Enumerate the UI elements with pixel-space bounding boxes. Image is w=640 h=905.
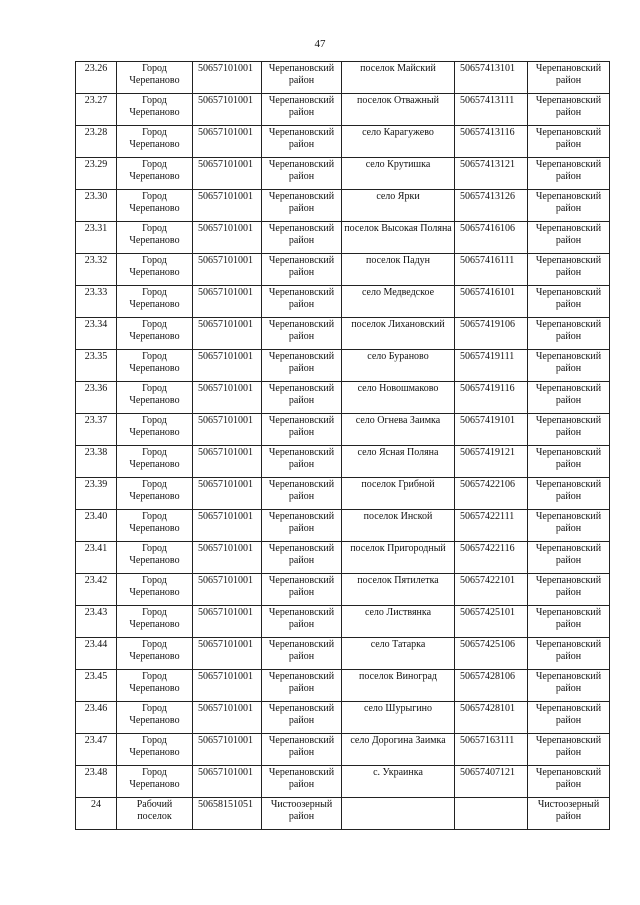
municipality-code-cell: 50657101001 (193, 286, 262, 318)
table-row (76, 222, 610, 254)
settlement-cell: поселок Пятилетка (342, 574, 455, 606)
settlement-district-cell: Черепановский район (528, 318, 610, 350)
municipality-cell: Город Черепаново (117, 638, 193, 670)
settlement-district-cell: Черепановский район (528, 574, 610, 606)
row-number-cell: 23.33 (76, 286, 117, 318)
municipality-cell: Город Черепаново (117, 222, 193, 254)
settlement-district-cell: Черепановский район (528, 606, 610, 638)
table-row (76, 606, 610, 638)
settlement-code-cell (455, 798, 528, 830)
row-number-cell: 23.46 (76, 702, 117, 734)
district-cell: Черепановский район (262, 542, 342, 574)
settlement-district-cell: Черепановский район (528, 510, 610, 542)
district-cell: Черепановский район (262, 702, 342, 734)
settlement-district-cell: Черепановский район (528, 414, 610, 446)
settlement-code-cell: 50657422111 (455, 510, 528, 542)
table-row (76, 734, 610, 766)
district-cell: Черепановский район (262, 62, 342, 94)
settlement-cell: поселок Виноград (342, 670, 455, 702)
table-row (76, 94, 610, 126)
municipality-cell: Город Черепаново (117, 126, 193, 158)
municipality-cell: Город Черепаново (117, 318, 193, 350)
settlement-code-cell: 50657413116 (455, 126, 528, 158)
municipality-cell: Город Черепаново (117, 350, 193, 382)
settlement-district-cell: Черепановский район (528, 702, 610, 734)
table-row (76, 286, 610, 318)
municipality-cell: Город Черепаново (117, 254, 193, 286)
settlement-district-cell: Черепановский район (528, 126, 610, 158)
table-row (76, 190, 610, 222)
district-cell: Черепановский район (262, 638, 342, 670)
settlement-code-cell: 50657425101 (455, 606, 528, 638)
settlement-cell: село Ярки (342, 190, 455, 222)
row-number-cell: 23.29 (76, 158, 117, 190)
municipality-code-cell: 50658151051 (193, 798, 262, 830)
municipality-code-cell: 50657101001 (193, 446, 262, 478)
row-number-cell: 23.48 (76, 766, 117, 798)
row-number-cell: 23.37 (76, 414, 117, 446)
settlement-district-cell: Черепановский район (528, 62, 610, 94)
settlement-district-cell: Черепановский район (528, 446, 610, 478)
municipality-cell: Город Черепаново (117, 190, 193, 222)
table-row (76, 510, 610, 542)
municipality-cell: Город Черепаново (117, 606, 193, 638)
table-row (76, 126, 610, 158)
district-cell: Черепановский район (262, 350, 342, 382)
settlement-district-cell: Черепановский район (528, 670, 610, 702)
municipality-code-cell: 50657101001 (193, 94, 262, 126)
row-number-cell: 23.28 (76, 126, 117, 158)
row-number-cell: 23.30 (76, 190, 117, 222)
table-row (76, 158, 610, 190)
settlement-district-cell: Черепановский район (528, 542, 610, 574)
table-row (76, 798, 610, 830)
table-row (76, 446, 610, 478)
settlement-code-cell: 50657428106 (455, 670, 528, 702)
settlement-code-cell: 50657419106 (455, 318, 528, 350)
municipality-cell: Город Черепаново (117, 94, 193, 126)
settlement-code-cell: 50657413126 (455, 190, 528, 222)
municipality-cell: Город Черепаново (117, 574, 193, 606)
settlement-cell: поселок Лихановский (342, 318, 455, 350)
settlement-district-cell: Черепановский район (528, 158, 610, 190)
settlement-district-cell: Черепановский район (528, 254, 610, 286)
settlement-district-cell: Черепановский район (528, 286, 610, 318)
row-number-cell: 23.43 (76, 606, 117, 638)
settlement-cell (342, 798, 455, 830)
row-number-cell: 23.31 (76, 222, 117, 254)
district-cell: Черепановский район (262, 222, 342, 254)
table-row (76, 574, 610, 606)
settlement-code-cell: 50657419101 (455, 414, 528, 446)
settlements-table (75, 61, 610, 830)
settlement-cell: село Шурыгино (342, 702, 455, 734)
row-number-cell: 23.45 (76, 670, 117, 702)
settlement-cell: село Крутишка (342, 158, 455, 190)
settlement-district-cell: Черепановский район (528, 734, 610, 766)
district-cell: Черепановский район (262, 766, 342, 798)
settlement-cell: село Листвянка (342, 606, 455, 638)
municipality-cell: Город Черепаново (117, 414, 193, 446)
row-number-cell: 23.41 (76, 542, 117, 574)
settlement-cell: село Новошмаково (342, 382, 455, 414)
municipality-cell: Рабочий поселок (117, 798, 193, 830)
municipality-code-cell: 50657101001 (193, 702, 262, 734)
settlement-district-cell: Черепановский район (528, 766, 610, 798)
row-number-cell: 23.42 (76, 574, 117, 606)
municipality-code-cell: 50657101001 (193, 478, 262, 510)
district-cell: Черепановский район (262, 606, 342, 638)
district-cell: Черепановский район (262, 574, 342, 606)
settlement-code-cell: 50657416101 (455, 286, 528, 318)
district-cell: Черепановский район (262, 94, 342, 126)
municipality-code-cell: 50657101001 (193, 766, 262, 798)
municipality-code-cell: 50657101001 (193, 510, 262, 542)
district-cell: Черепановский район (262, 254, 342, 286)
settlement-cell: поселок Пригородный (342, 542, 455, 574)
settlement-cell: село Огнева Заимка (342, 414, 455, 446)
row-number-cell: 23.44 (76, 638, 117, 670)
settlement-district-cell: Чистоозерный район (528, 798, 610, 830)
table-row (76, 350, 610, 382)
settlement-code-cell: 50657407121 (455, 766, 528, 798)
settlement-district-cell: Черепановский район (528, 638, 610, 670)
settlement-code-cell: 50657422106 (455, 478, 528, 510)
district-cell: Черепановский район (262, 414, 342, 446)
municipality-code-cell: 50657101001 (193, 190, 262, 222)
district-cell: Черепановский район (262, 286, 342, 318)
settlement-cell: поселок Грибной (342, 478, 455, 510)
district-cell: Черепановский район (262, 318, 342, 350)
municipality-code-cell: 50657101001 (193, 158, 262, 190)
municipality-cell: Город Черепаново (117, 670, 193, 702)
settlement-district-cell: Черепановский район (528, 350, 610, 382)
row-number-cell: 24 (76, 798, 117, 830)
row-number-cell: 23.39 (76, 478, 117, 510)
row-number-cell: 23.35 (76, 350, 117, 382)
settlement-code-cell: 50657419121 (455, 446, 528, 478)
municipality-cell: Город Черепаново (117, 286, 193, 318)
settlement-cell: поселок Инской (342, 510, 455, 542)
district-cell: Черепановский район (262, 126, 342, 158)
municipality-code-cell: 50657101001 (193, 318, 262, 350)
row-number-cell: 23.40 (76, 510, 117, 542)
table-row (76, 542, 610, 574)
municipality-code-cell: 50657101001 (193, 734, 262, 766)
settlement-cell: село Ясная Поляна (342, 446, 455, 478)
district-cell: Черепановский район (262, 190, 342, 222)
settlement-cell: село Бураново (342, 350, 455, 382)
settlement-cell: поселок Падун (342, 254, 455, 286)
table-row (76, 766, 610, 798)
table-row (76, 670, 610, 702)
table-row (76, 702, 610, 734)
municipality-cell: Город Черепаново (117, 158, 193, 190)
municipality-code-cell: 50657101001 (193, 670, 262, 702)
table-body (76, 62, 610, 830)
municipality-cell: Город Черепаново (117, 382, 193, 414)
row-number-cell: 23.38 (76, 446, 117, 478)
settlement-code-cell: 50657422101 (455, 574, 528, 606)
municipality-code-cell: 50657101001 (193, 542, 262, 574)
settlement-cell: с. Украинка (342, 766, 455, 798)
municipality-code-cell: 50657101001 (193, 638, 262, 670)
row-number-cell: 23.32 (76, 254, 117, 286)
district-cell: Черепановский район (262, 382, 342, 414)
district-cell: Черепановский район (262, 510, 342, 542)
settlement-code-cell: 50657419111 (455, 350, 528, 382)
table-row (76, 254, 610, 286)
municipality-code-cell: 50657101001 (193, 574, 262, 606)
settlement-code-cell: 50657419116 (455, 382, 528, 414)
table-row (76, 414, 610, 446)
municipality-code-cell: 50657101001 (193, 126, 262, 158)
settlement-code-cell: 50657163111 (455, 734, 528, 766)
settlement-cell: поселок Отважный (342, 94, 455, 126)
municipality-cell: Город Черепаново (117, 766, 193, 798)
settlement-cell: село Карагужево (342, 126, 455, 158)
municipality-cell: Город Черепаново (117, 702, 193, 734)
table-row (76, 478, 610, 510)
district-cell: Черепановский район (262, 158, 342, 190)
municipality-cell: Город Черепаново (117, 542, 193, 574)
settlement-district-cell: Черепановский район (528, 190, 610, 222)
settlement-cell: село Дорогина Заимка (342, 734, 455, 766)
municipality-code-cell: 50657101001 (193, 414, 262, 446)
municipality-code-cell: 50657101001 (193, 222, 262, 254)
municipality-cell: Город Черепаново (117, 62, 193, 94)
settlement-cell: село Медведское (342, 286, 455, 318)
row-number-cell: 23.27 (76, 94, 117, 126)
municipality-code-cell: 50657101001 (193, 254, 262, 286)
settlement-cell: поселок Высокая Поляна (342, 222, 455, 254)
table-row (76, 382, 610, 414)
row-number-cell: 23.36 (76, 382, 117, 414)
settlement-code-cell: 50657413121 (455, 158, 528, 190)
row-number-cell: 23.26 (76, 62, 117, 94)
settlement-code-cell: 50657413111 (455, 94, 528, 126)
district-cell: Черепановский район (262, 670, 342, 702)
municipality-code-cell: 50657101001 (193, 382, 262, 414)
settlement-district-cell: Черепановский район (528, 382, 610, 414)
district-cell: Черепановский район (262, 734, 342, 766)
municipality-cell: Город Черепаново (117, 734, 193, 766)
settlement-district-cell: Черепановский район (528, 222, 610, 254)
table-row (76, 318, 610, 350)
municipality-code-cell: 50657101001 (193, 62, 262, 94)
municipality-code-cell: 50657101001 (193, 350, 262, 382)
table-row (76, 62, 610, 94)
page-number: 47 (314, 38, 326, 50)
settlement-code-cell: 50657428101 (455, 702, 528, 734)
district-cell: Черепановский район (262, 446, 342, 478)
settlement-cell: село Татарка (342, 638, 455, 670)
district-cell: Черепановский район (262, 478, 342, 510)
settlement-district-cell: Черепановский район (528, 94, 610, 126)
settlement-code-cell: 50657425106 (455, 638, 528, 670)
settlement-cell: поселок Майский (342, 62, 455, 94)
settlement-code-cell: 50657422116 (455, 542, 528, 574)
municipality-code-cell: 50657101001 (193, 606, 262, 638)
municipality-cell: Город Черепаново (117, 510, 193, 542)
municipality-cell: Город Черепаново (117, 446, 193, 478)
settlement-code-cell: 50657413101 (455, 62, 528, 94)
row-number-cell: 23.34 (76, 318, 117, 350)
table-row (76, 638, 610, 670)
settlement-district-cell: Черепановский район (528, 478, 610, 510)
settlement-code-cell: 50657416106 (455, 222, 528, 254)
municipality-cell: Город Черепаново (117, 478, 193, 510)
row-number-cell: 23.47 (76, 734, 117, 766)
settlement-code-cell: 50657416111 (455, 254, 528, 286)
district-cell: Чистоозерный район (262, 798, 342, 830)
